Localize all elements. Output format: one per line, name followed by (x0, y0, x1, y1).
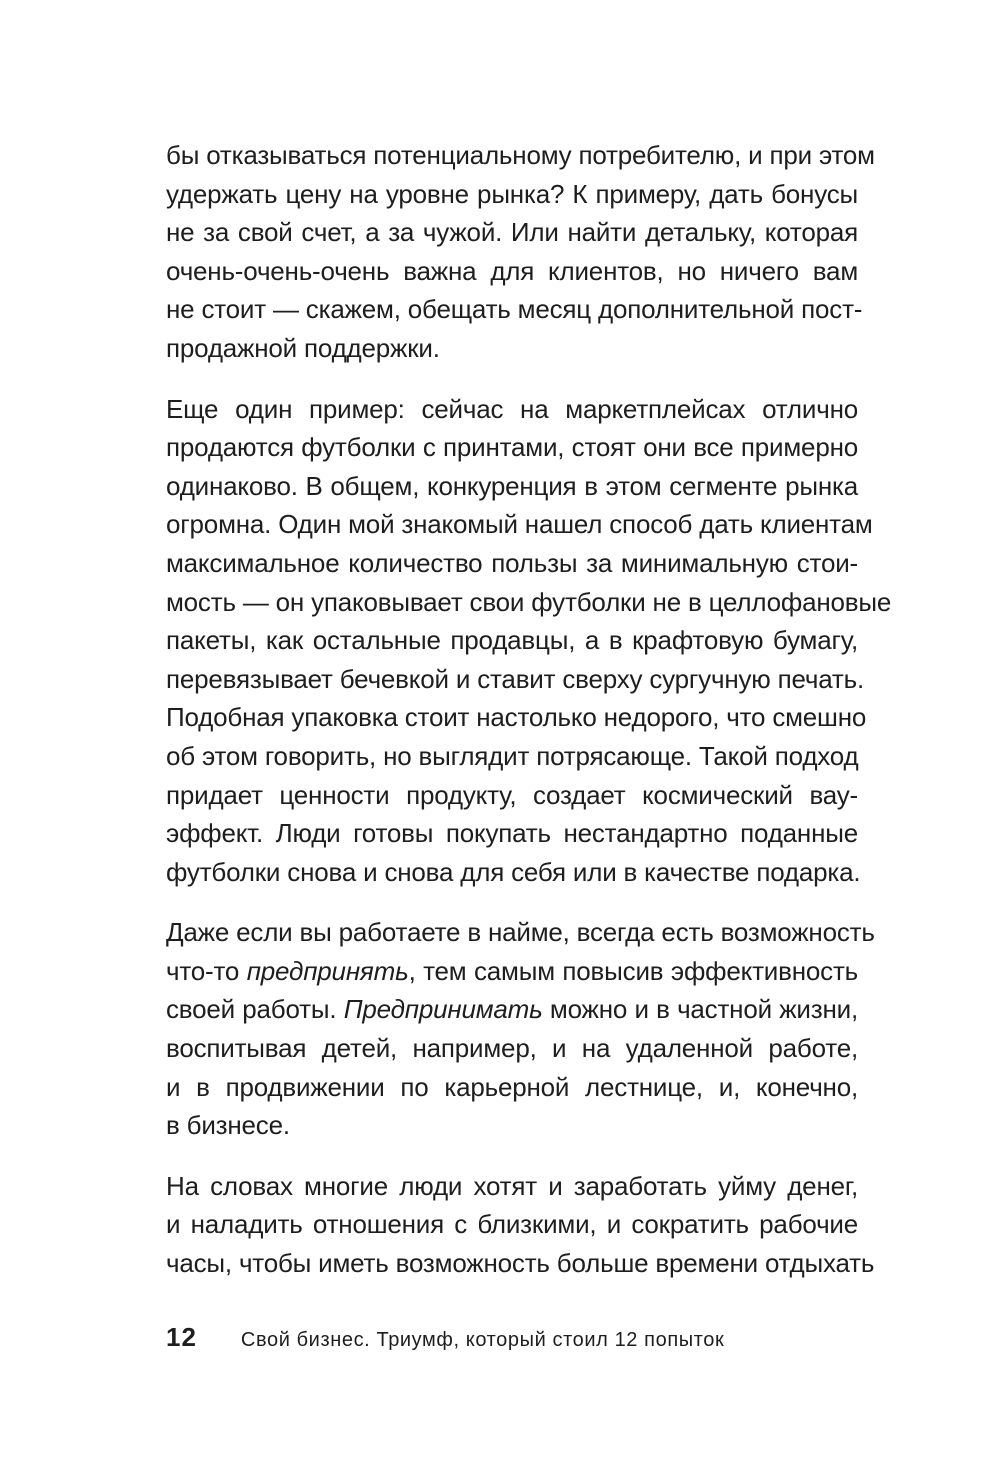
text-segment: футболки снова и снова для себя или в качестве подарка. (166, 856, 861, 887)
text-segment: и в продвижении по карьерной лестнице, и, конечно, (166, 1071, 858, 1102)
text-segment: что-то (166, 955, 247, 986)
paragraph-3 (166, 913, 875, 1145)
text-segment: не стоит — скажем, обещать месяц дополнительной пост- (166, 294, 863, 325)
text-segment: продаются футболки с принтами, стоят они все примерно (166, 432, 858, 463)
text-line (166, 776, 858, 815)
text-line (166, 853, 861, 892)
text-segment: одинаково. В общем, конкуренция в этом сегменте рынка (166, 470, 858, 501)
text-segment: и наладить отношения с близкими, и сократить рабочие (166, 1209, 858, 1240)
text-segment: в бизнесе. (166, 1110, 290, 1141)
text-line (166, 252, 858, 291)
paragraph-4 (166, 1167, 875, 1283)
text-line (166, 505, 873, 544)
body-text (166, 136, 892, 1305)
text-line (166, 814, 858, 853)
page-number: 12 (166, 1322, 197, 1352)
text-line (166, 660, 864, 699)
text-segment: огромна. Один мой знакомый нашел способ дать клиентам (166, 509, 873, 540)
text-line (166, 1167, 858, 1206)
paragraph-2 (166, 390, 892, 892)
running-title: Свой бизнес. Триумф, который стоил 12 попыток (240, 1329, 725, 1351)
text-segment: не за свой счет, а за чужой. Или найти детальку, которая (166, 217, 858, 248)
text-segment: своей работы. (166, 994, 344, 1025)
text-line (166, 583, 892, 622)
text-segment: воспитывая детей, например, и на удаленной работе, (166, 1033, 858, 1064)
text-line (166, 136, 875, 175)
text-segment: пакеты, как остальные продавцы, а в крафтовую бумагу, (166, 625, 858, 656)
text-line (166, 544, 858, 583)
text-segment: Даже если вы работаете в найме, всегда есть возможность (166, 917, 875, 948)
text-segment: очень-очень-очень важна для клиентов, но ничего вам (166, 255, 858, 286)
text-line (166, 290, 863, 329)
text-segment: перевязывает бечевкой и ставит сверху сургучную печать. (166, 663, 864, 694)
text-line (166, 990, 858, 1029)
paragraph-1 (166, 136, 875, 368)
text-line (166, 329, 858, 368)
text-segment: мость — он упаковывает свои футболки не в целлофановые (166, 586, 892, 617)
text-segment: бы отказываться потенциальному потребителю, и при этом (166, 140, 875, 170)
text-line (166, 175, 858, 214)
text-line (166, 913, 875, 952)
text-segment: эффект. Люди готовы покупать нестандартно поданные (166, 818, 858, 849)
text-line (166, 390, 858, 429)
text-segment: придает ценности продукту, создает космический вау- (166, 779, 858, 810)
text-segment: максимальное количество пользы за минимальную стои- (166, 547, 858, 578)
text-segment: Подобная упаковка стоит настолько недорого, что смешно (166, 702, 867, 733)
text-segment: об этом говорить, но выглядит потрясающе. Такой подход (166, 740, 859, 771)
text-segment: , тем самым повысив эффективность (408, 955, 858, 986)
text-segment: можно и в частной жизни, (542, 994, 858, 1025)
text-line (166, 1106, 858, 1145)
text-line (166, 952, 858, 991)
emphasized-word: Предпринимать (343, 994, 543, 1025)
text-line (166, 1068, 858, 1107)
text-line (166, 428, 858, 467)
text-line (166, 1244, 875, 1283)
text-line (166, 467, 858, 506)
text-line (166, 1205, 858, 1244)
text-line (166, 1029, 858, 1068)
text-segment: удержать цену на уровне рынка? К примеру, дать бонусы (166, 178, 858, 209)
text-segment: Еще один пример: сейчас на маркетплейсах отлично (166, 393, 858, 424)
text-segment: продажной поддержки. (166, 332, 440, 363)
emphasized-word: предпринять (246, 955, 409, 986)
text-line (166, 737, 858, 776)
text-segment: На словах многие люди хотят и заработать уйму денег, (166, 1170, 858, 1201)
page-footer (166, 1322, 724, 1356)
text-line (166, 698, 867, 737)
text-line (166, 213, 858, 252)
text-line (166, 621, 858, 660)
text-segment: часы, чтобы иметь возможность больше времени отдыхать (166, 1248, 875, 1279)
